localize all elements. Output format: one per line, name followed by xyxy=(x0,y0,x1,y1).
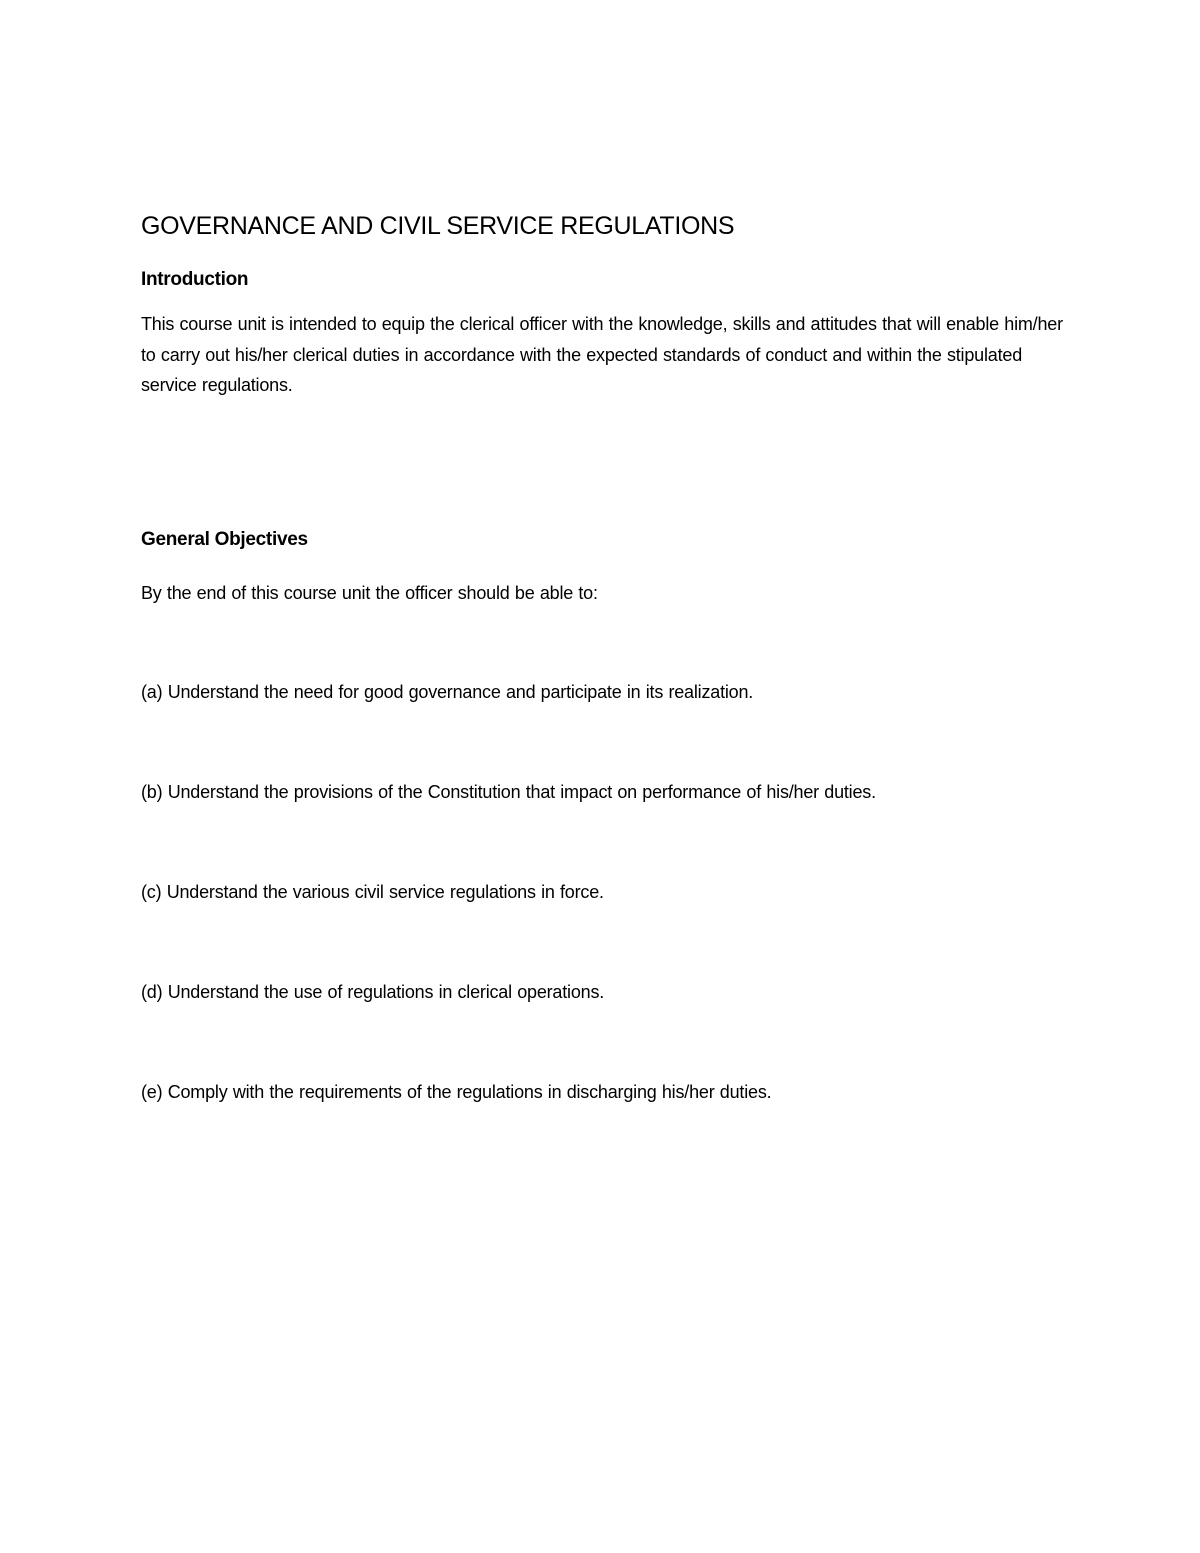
introduction-paragraph: This course unit is intended to equip the clerical officer with the knowledge, skills and attitudes that will enable him/her to carry out his/her clerical duties in accordance with the expected standards of conduct and within the stipulated service regulations. xyxy=(141,314,1063,395)
general-objectives-heading: General Objectives xyxy=(141,528,308,550)
objective-item-d: (d) Understand the use of regulations in clerical operations. xyxy=(141,982,605,1002)
objective-item-a: (a) Understand the need for good governance and participate in its realization. xyxy=(141,682,754,702)
introduction-heading: Introduction xyxy=(141,269,249,290)
objectives-lead-paragraph: By the end of this course unit the officer should be able to: xyxy=(141,582,598,603)
objective-item-b: (b) Understand the provisions of the Constitution that impact on performance of his/her duties. xyxy=(141,782,876,802)
document-body xyxy=(141,205,1071,1107)
objective-item-e: (e) Comply with the requirements of the regulations in discharging his/her duties. xyxy=(141,1082,772,1102)
objective-item-c: (c) Understand the various civil service regulations in force. xyxy=(141,882,604,902)
objectives-list xyxy=(141,677,1071,1107)
document-title: GOVERNANCE AND CIVIL SERVICE REGULATIONS xyxy=(141,212,735,240)
